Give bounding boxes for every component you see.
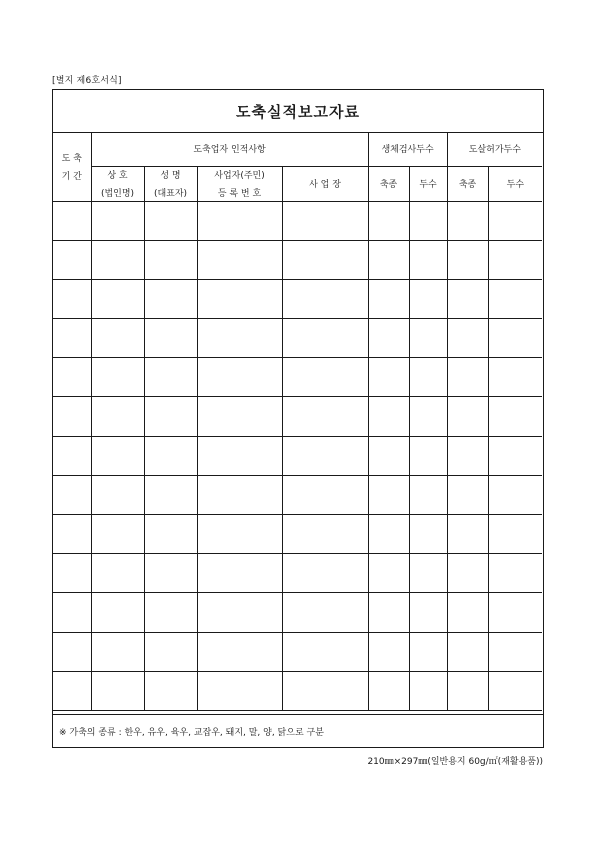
table-row	[53, 279, 542, 318]
cell-permit-count[interactable]	[488, 397, 542, 436]
cell-workplace[interactable]	[282, 358, 368, 397]
cell-name[interactable]	[144, 240, 197, 279]
cell-inspection-species[interactable]	[368, 593, 409, 632]
cell-workplace[interactable]	[282, 554, 368, 593]
header-name-label: 성 명	[160, 171, 181, 181]
cell-workplace[interactable]	[282, 436, 368, 475]
table-row	[53, 358, 542, 397]
cell-inspection-species[interactable]	[368, 554, 409, 593]
cell-permit-species[interactable]	[447, 436, 488, 475]
cell-trade-name[interactable]	[91, 671, 144, 710]
paper-spec: 210㎜×297㎜(일반용지 60g/㎡(재활용품))	[367, 757, 543, 767]
cell-permit-count[interactable]	[488, 554, 542, 593]
table-row	[53, 593, 542, 632]
cell-trade-name[interactable]	[91, 319, 144, 358]
cell-registration-number[interactable]	[197, 593, 282, 632]
cell-name[interactable]	[144, 279, 197, 318]
header-representative-label: (대표자)	[153, 189, 188, 199]
cell-workplace[interactable]	[282, 593, 368, 632]
table-row	[53, 632, 542, 671]
cell-inspection-species[interactable]	[368, 279, 409, 318]
cell-trade-name[interactable]	[91, 358, 144, 397]
form-number: [별지 제6호서식]	[52, 76, 122, 86]
cell-trade-name[interactable]	[91, 397, 144, 436]
cell-period[interactable]	[53, 240, 91, 279]
table-row	[53, 240, 542, 279]
header-permit-head-count: 두수	[488, 166, 542, 201]
table-row	[53, 554, 542, 593]
cell-name[interactable]	[144, 475, 197, 514]
cell-workplace[interactable]	[282, 201, 368, 240]
cell-workplace[interactable]	[282, 319, 368, 358]
cell-trade-name[interactable]	[91, 515, 144, 554]
cell-permit-count[interactable]	[488, 632, 542, 671]
cell-period[interactable]	[53, 358, 91, 397]
cell-inspection-species[interactable]	[368, 397, 409, 436]
cell-inspection-count[interactable]	[409, 515, 447, 554]
cell-inspection-species[interactable]	[368, 475, 409, 514]
cell-trade-name[interactable]	[91, 279, 144, 318]
header-inspection-species: 축종	[368, 166, 409, 201]
cell-name[interactable]	[144, 436, 197, 475]
cell-name[interactable]	[144, 515, 197, 554]
cell-workplace[interactable]	[282, 632, 368, 671]
cell-permit-count[interactable]	[488, 671, 542, 710]
cell-permit-species[interactable]	[447, 632, 488, 671]
header-name	[144, 166, 197, 201]
cell-period[interactable]	[53, 632, 91, 671]
cell-inspection-species[interactable]	[368, 358, 409, 397]
header-trade-name	[91, 166, 144, 201]
cell-period[interactable]	[53, 436, 91, 475]
header-inspection-head-count: 두수	[409, 166, 447, 201]
cell-inspection-species[interactable]	[368, 201, 409, 240]
cell-registration-number[interactable]	[197, 671, 282, 710]
header-registration-line1: 사업자(주민)	[214, 171, 265, 181]
cell-registration-number[interactable]	[197, 240, 282, 279]
cell-inspection-species[interactable]	[368, 319, 409, 358]
cell-registration-number[interactable]	[197, 632, 282, 671]
report-form	[52, 89, 544, 748]
cell-period[interactable]	[53, 279, 91, 318]
cell-permit-species[interactable]	[447, 319, 488, 358]
header-corporate-name-label: (법인명)	[100, 189, 135, 199]
cell-trade-name[interactable]	[91, 554, 144, 593]
cell-permit-count[interactable]	[488, 319, 542, 358]
cell-inspection-species[interactable]	[368, 436, 409, 475]
header-registration-number	[197, 166, 282, 201]
cell-permit-species[interactable]	[447, 397, 488, 436]
cell-trade-name[interactable]	[91, 436, 144, 475]
cell-permit-species[interactable]	[447, 358, 488, 397]
cell-permit-count[interactable]	[488, 475, 542, 514]
table-row	[53, 436, 542, 475]
cell-permit-species[interactable]	[447, 515, 488, 554]
header-period	[53, 132, 91, 201]
cell-registration-number[interactable]	[197, 358, 282, 397]
cell-registration-number[interactable]	[197, 279, 282, 318]
cell-name[interactable]	[144, 554, 197, 593]
table-row	[53, 475, 542, 514]
cell-permit-count[interactable]	[488, 515, 542, 554]
cell-name[interactable]	[144, 671, 197, 710]
cell-inspection-count[interactable]	[409, 475, 447, 514]
cell-period[interactable]	[53, 554, 91, 593]
cell-name[interactable]	[144, 632, 197, 671]
cell-permit-species[interactable]	[447, 671, 488, 710]
cell-permit-species[interactable]	[447, 554, 488, 593]
cell-permit-count[interactable]	[488, 201, 542, 240]
cell-workplace[interactable]	[282, 279, 368, 318]
cell-registration-number[interactable]	[197, 319, 282, 358]
header-permit-count: 도살허가두수	[447, 132, 542, 166]
cell-name[interactable]	[144, 201, 197, 240]
cell-inspection-species[interactable]	[368, 515, 409, 554]
table-row	[53, 397, 542, 436]
cell-inspection-count[interactable]	[409, 632, 447, 671]
header-trade-name-label: 상 호	[107, 171, 128, 181]
header-inspection-count: 생체검사두수	[368, 132, 447, 166]
cell-permit-count[interactable]	[488, 279, 542, 318]
cell-workplace[interactable]	[282, 397, 368, 436]
cell-inspection-count[interactable]	[409, 240, 447, 279]
cell-inspection-count[interactable]	[409, 671, 447, 710]
cell-period[interactable]	[53, 671, 91, 710]
cell-inspection-count[interactable]	[409, 436, 447, 475]
cell-permit-species[interactable]	[447, 279, 488, 318]
header-permit-species: 축종	[447, 166, 488, 201]
cell-trade-name[interactable]	[91, 240, 144, 279]
cell-inspection-count[interactable]	[409, 593, 447, 632]
header-workplace: 사 업 장	[282, 166, 368, 201]
cell-period[interactable]	[53, 593, 91, 632]
header-slaughterer-info: 도축업자 인적사항	[91, 132, 368, 166]
cell-inspection-count[interactable]	[409, 279, 447, 318]
cell-permit-species[interactable]	[447, 475, 488, 514]
header-period-line2: 기 간	[61, 171, 82, 182]
report-table	[53, 132, 542, 711]
cell-trade-name[interactable]	[91, 475, 144, 514]
form-title: 도축실적보고자료	[53, 90, 543, 133]
cell-workplace[interactable]	[282, 240, 368, 279]
table-row	[53, 671, 542, 710]
cell-period[interactable]	[53, 515, 91, 554]
cell-registration-number[interactable]	[197, 201, 282, 240]
cell-trade-name[interactable]	[91, 201, 144, 240]
cell-trade-name[interactable]	[91, 632, 144, 671]
cell-inspection-species[interactable]	[368, 632, 409, 671]
cell-permit-count[interactable]	[488, 436, 542, 475]
cell-permit-species[interactable]	[447, 593, 488, 632]
cell-registration-number[interactable]	[197, 436, 282, 475]
cell-inspection-count[interactable]	[409, 358, 447, 397]
cell-registration-number[interactable]	[197, 515, 282, 554]
cell-inspection-count[interactable]	[409, 397, 447, 436]
cell-period[interactable]	[53, 397, 91, 436]
cell-registration-number[interactable]	[197, 554, 282, 593]
cell-workplace[interactable]	[282, 515, 368, 554]
table-row	[53, 515, 542, 554]
cell-workplace[interactable]	[282, 475, 368, 514]
cell-period[interactable]	[53, 319, 91, 358]
cell-permit-count[interactable]	[488, 358, 542, 397]
cell-permit-count[interactable]	[488, 240, 542, 279]
cell-workplace[interactable]	[282, 671, 368, 710]
cell-name[interactable]	[144, 358, 197, 397]
cell-permit-species[interactable]	[447, 201, 488, 240]
cell-registration-number[interactable]	[197, 475, 282, 514]
livestock-type-note: ※ 가축의 종류 : 한우, 유우, 육우, 교잡우, 돼지, 말, 양, 닭으로 구분	[53, 714, 543, 747]
header-period-line1: 도 축	[61, 153, 82, 164]
cell-period[interactable]	[53, 475, 91, 514]
header-registration-line2: 등 록 번 호	[217, 189, 262, 199]
cell-permit-count[interactable]	[488, 593, 542, 632]
table-row	[53, 319, 542, 358]
cell-permit-species[interactable]	[447, 240, 488, 279]
cell-name[interactable]	[144, 593, 197, 632]
cell-trade-name[interactable]	[91, 593, 144, 632]
cell-inspection-count[interactable]	[409, 554, 447, 593]
table-row	[53, 201, 542, 240]
cell-inspection-species[interactable]	[368, 671, 409, 710]
cell-inspection-species[interactable]	[368, 240, 409, 279]
cell-registration-number[interactable]	[197, 397, 282, 436]
cell-name[interactable]	[144, 397, 197, 436]
cell-inspection-count[interactable]	[409, 319, 447, 358]
cell-inspection-count[interactable]	[409, 201, 447, 240]
cell-period[interactable]	[53, 201, 91, 240]
cell-name[interactable]	[144, 319, 197, 358]
